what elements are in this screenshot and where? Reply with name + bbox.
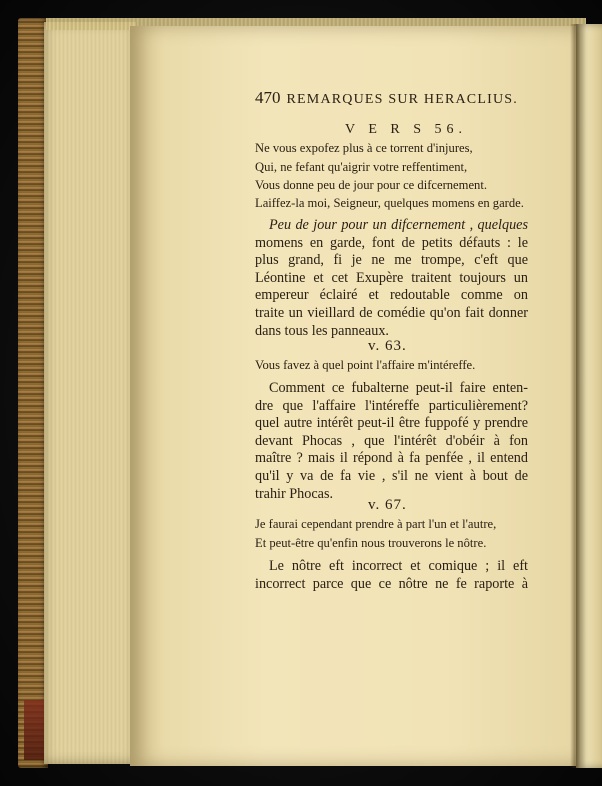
commentary-paragraph — [255, 380, 528, 503]
commentary-line: plus grand, fi je ne me trompe, c'eft que — [255, 252, 528, 269]
commentary-line: empereur éclairé et redoutable comme on — [255, 287, 528, 304]
running-title: REMARQUES SUR HERACLIUS. — [286, 92, 518, 107]
commentary-line: dre que l'affaire l'intéreffe particulièrement? — [255, 397, 528, 414]
commentary-line: maître ? mais il répond à fa penfée , il entend — [255, 450, 528, 467]
commentary-line: Léontine et cet Exupère traitent toujours un — [255, 269, 528, 286]
page-edges — [44, 22, 136, 764]
verse-line: Ne vous expofez plus à ce torrent d'injures, — [255, 141, 473, 155]
section-heading-v-67: v. 67. — [368, 497, 407, 513]
commentary-text: Peu de jour pour un difcernement , quelques — [269, 217, 528, 233]
verse-line: Vous donne peu de jour pour ce difcernement. — [255, 178, 487, 192]
verse-line: Je faurai cependant prendre à part l'un et l'autre, — [255, 517, 497, 531]
commentary-line — [255, 217, 528, 235]
section-heading-v-63: v. 63. — [368, 338, 407, 354]
page-number: 470 — [255, 88, 281, 107]
commentary-line: incorrect parce que ce nôtre ne fe raporte à — [255, 575, 528, 592]
commentary-line: Le nôtre eft incorrect et comique ; il eft — [269, 558, 528, 574]
binding-leather-patch — [24, 700, 46, 760]
commentary-line: traite un vieillard de comédie qu'on fait donner — [255, 304, 528, 321]
commentary-line: quel autre intérêt peut-il être fuppofé y prendre — [255, 415, 528, 432]
commentary-line: Comment ce fubalterne peut-il faire enten- — [269, 380, 528, 396]
section-heading-vers-56: V E R S 56. — [345, 122, 468, 137]
commentary-line: qu'il y va de fa vie , s'il ne vient à bout de — [255, 467, 528, 484]
commentary-line: dans tous les panneaux. — [255, 322, 389, 339]
running-header — [255, 88, 518, 108]
commentary-line: devant Phocas , que l'intérêt d'obéir à fon — [255, 432, 528, 449]
verse-line: Qui, ne fefant qu'aigrir votre reffentiment, — [255, 160, 468, 174]
commentary-paragraph — [255, 217, 528, 340]
book-gutter — [570, 24, 580, 768]
commentary-line: momens en garde, font de petits défauts : le — [255, 234, 528, 251]
commentary-paragraph — [255, 558, 528, 593]
commentary-line: trahir Phocas. — [255, 485, 334, 502]
verse-line: Et peut-être qu'enfin nous trouverons le nôtre. — [255, 536, 487, 550]
verse-line: Laiffez-la moi, Seigneur, quelques momens en garde. — [255, 196, 524, 210]
verse-line: Vous favez à quel point l'affaire m'intéreffe. — [255, 358, 476, 372]
